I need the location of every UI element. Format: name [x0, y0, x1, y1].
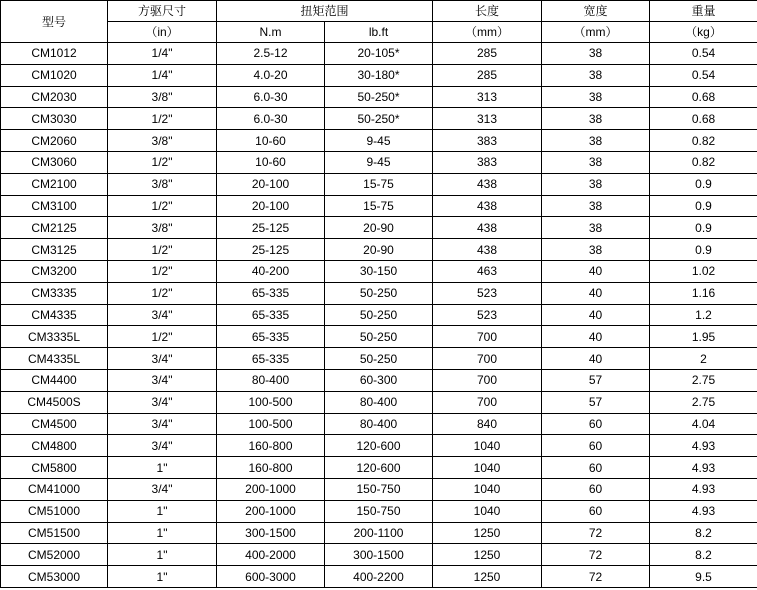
cell-width: 40 — [542, 304, 650, 326]
cell-drive: 1/2" — [108, 195, 217, 217]
cell-weight: 4.04 — [650, 413, 757, 435]
table-row — [1, 544, 757, 566]
cell-model: CM1020 — [1, 64, 108, 86]
table-row — [1, 239, 757, 261]
cell-weight: 8.2 — [650, 544, 757, 566]
cell-length: 700 — [433, 348, 542, 370]
cell-model: CM4400 — [1, 369, 108, 391]
cell-width: 60 — [542, 500, 650, 522]
table-row — [1, 195, 757, 217]
table-row — [1, 500, 757, 522]
cell-drive: 1" — [108, 457, 217, 479]
cell-length: 1040 — [433, 500, 542, 522]
cell-torque-nm: 2.5-12 — [217, 43, 325, 65]
cell-weight: 2.75 — [650, 391, 757, 413]
cell-model: CM2125 — [1, 217, 108, 239]
cell-length: 383 — [433, 130, 542, 152]
cell-weight: 8.2 — [650, 522, 757, 544]
cell-length: 463 — [433, 260, 542, 282]
cell-torque-nm: 10-60 — [217, 151, 325, 173]
table-row — [1, 391, 757, 413]
cell-drive: 1" — [108, 566, 217, 588]
cell-length: 285 — [433, 43, 542, 65]
cell-length: 1040 — [433, 435, 542, 457]
cell-torque-lbft: 120-600 — [325, 457, 433, 479]
cell-width: 38 — [542, 64, 650, 86]
cell-length: 523 — [433, 282, 542, 304]
header-width-unit: （mm） — [542, 22, 650, 43]
cell-width: 60 — [542, 435, 650, 457]
table-row — [1, 282, 757, 304]
cell-torque-lbft: 150-750 — [325, 500, 433, 522]
cell-width: 72 — [542, 522, 650, 544]
table-row — [1, 151, 757, 173]
cell-torque-nm: 4.0-20 — [217, 64, 325, 86]
table-row — [1, 64, 757, 86]
cell-torque-lbft: 120-600 — [325, 435, 433, 457]
cell-model: CM3030 — [1, 108, 108, 130]
cell-torque-lbft: 30-150 — [325, 260, 433, 282]
cell-model: CM2060 — [1, 130, 108, 152]
cell-length: 1250 — [433, 522, 542, 544]
cell-width: 38 — [542, 151, 650, 173]
cell-weight: 0.82 — [650, 151, 757, 173]
header-torque-nm: N.m — [217, 22, 325, 43]
cell-model: CM2100 — [1, 173, 108, 195]
table-row — [1, 566, 757, 588]
table-row — [1, 457, 757, 479]
cell-torque-nm: 160-800 — [217, 435, 325, 457]
cell-drive: 1/2" — [108, 326, 217, 348]
cell-width: 38 — [542, 173, 650, 195]
cell-width: 38 — [542, 43, 650, 65]
cell-weight: 0.9 — [650, 195, 757, 217]
header-length-unit: （mm） — [433, 22, 542, 43]
cell-torque-nm: 6.0-30 — [217, 86, 325, 108]
cell-weight: 1.16 — [650, 282, 757, 304]
cell-torque-nm: 20-100 — [217, 195, 325, 217]
cell-width: 38 — [542, 217, 650, 239]
cell-weight: 1.02 — [650, 260, 757, 282]
cell-torque-nm: 200-1000 — [217, 500, 325, 522]
cell-length: 1040 — [433, 457, 542, 479]
table-row — [1, 173, 757, 195]
cell-drive: 3/8" — [108, 130, 217, 152]
cell-model: CM3100 — [1, 195, 108, 217]
cell-drive: 1/2" — [108, 282, 217, 304]
cell-weight: 0.9 — [650, 217, 757, 239]
cell-model: CM4500 — [1, 413, 108, 435]
cell-width: 40 — [542, 282, 650, 304]
cell-model: CM4335L — [1, 348, 108, 370]
cell-drive: 1" — [108, 522, 217, 544]
cell-model: CM3335 — [1, 282, 108, 304]
table-row — [1, 522, 757, 544]
cell-torque-lbft: 50-250 — [325, 348, 433, 370]
cell-torque-nm: 300-1500 — [217, 522, 325, 544]
cell-torque-lbft: 60-300 — [325, 369, 433, 391]
cell-drive: 1/2" — [108, 108, 217, 130]
cell-drive: 3/4" — [108, 348, 217, 370]
cell-torque-lbft: 9-45 — [325, 130, 433, 152]
cell-drive: 3/8" — [108, 173, 217, 195]
cell-torque-lbft: 80-400 — [325, 391, 433, 413]
cell-drive: 3/4" — [108, 478, 217, 500]
cell-length: 285 — [433, 64, 542, 86]
header-torque-lbft: lb.ft — [325, 22, 433, 43]
cell-weight: 0.9 — [650, 239, 757, 261]
header-model: 型号 — [1, 1, 108, 43]
cell-length: 438 — [433, 195, 542, 217]
cell-weight: 9.5 — [650, 566, 757, 588]
cell-width: 57 — [542, 391, 650, 413]
cell-torque-lbft: 15-75 — [325, 173, 433, 195]
cell-drive: 3/8" — [108, 86, 217, 108]
cell-width: 38 — [542, 195, 650, 217]
cell-torque-lbft: 20-90 — [325, 217, 433, 239]
cell-torque-nm: 100-500 — [217, 413, 325, 435]
cell-model: CM3335L — [1, 326, 108, 348]
header-weight-unit: （kg） — [650, 22, 757, 43]
cell-width: 57 — [542, 369, 650, 391]
cell-torque-nm: 6.0-30 — [217, 108, 325, 130]
cell-torque-nm: 80-400 — [217, 369, 325, 391]
cell-drive: 1" — [108, 500, 217, 522]
cell-width: 40 — [542, 260, 650, 282]
cell-drive: 1" — [108, 544, 217, 566]
cell-drive: 1/4" — [108, 43, 217, 65]
table-row — [1, 348, 757, 370]
cell-length: 313 — [433, 108, 542, 130]
table-row — [1, 86, 757, 108]
cell-length: 1250 — [433, 544, 542, 566]
cell-length: 313 — [433, 86, 542, 108]
cell-torque-nm: 25-125 — [217, 239, 325, 261]
cell-weight: 4.93 — [650, 478, 757, 500]
cell-weight: 0.82 — [650, 130, 757, 152]
header-length: 长度 — [433, 1, 542, 22]
cell-torque-nm: 65-335 — [217, 282, 325, 304]
table-body — [1, 43, 757, 588]
cell-length: 523 — [433, 304, 542, 326]
cell-width: 60 — [542, 457, 650, 479]
cell-drive: 3/4" — [108, 304, 217, 326]
cell-drive: 1/2" — [108, 260, 217, 282]
table-row — [1, 435, 757, 457]
cell-drive: 3/8" — [108, 217, 217, 239]
cell-model: CM1012 — [1, 43, 108, 65]
cell-torque-nm: 25-125 — [217, 217, 325, 239]
cell-torque-lbft: 50-250* — [325, 86, 433, 108]
cell-length: 1250 — [433, 566, 542, 588]
table-row — [1, 369, 757, 391]
cell-model: CM51000 — [1, 500, 108, 522]
cell-model: CM41000 — [1, 478, 108, 500]
cell-weight: 1.95 — [650, 326, 757, 348]
cell-width: 60 — [542, 413, 650, 435]
header-drive: 方驱尺寸 — [108, 1, 217, 22]
cell-torque-lbft: 300-1500 — [325, 544, 433, 566]
cell-weight: 0.68 — [650, 108, 757, 130]
cell-weight: 2.75 — [650, 369, 757, 391]
cell-drive: 3/4" — [108, 413, 217, 435]
cell-model: CM3125 — [1, 239, 108, 261]
table-row — [1, 304, 757, 326]
cell-width: 38 — [542, 239, 650, 261]
cell-torque-nm: 400-2000 — [217, 544, 325, 566]
cell-drive: 1/2" — [108, 151, 217, 173]
cell-weight: 4.93 — [650, 500, 757, 522]
cell-torque-lbft: 50-250 — [325, 282, 433, 304]
table-row — [1, 108, 757, 130]
cell-torque-lbft: 150-750 — [325, 478, 433, 500]
cell-weight: 2 — [650, 348, 757, 370]
cell-weight: 4.93 — [650, 457, 757, 479]
cell-torque-nm: 65-335 — [217, 326, 325, 348]
table-header — [1, 1, 757, 43]
cell-torque-lbft: 50-250 — [325, 326, 433, 348]
cell-torque-nm: 40-200 — [217, 260, 325, 282]
cell-torque-lbft: 80-400 — [325, 413, 433, 435]
cell-torque-nm: 100-500 — [217, 391, 325, 413]
cell-width: 72 — [542, 544, 650, 566]
cell-torque-nm: 600-3000 — [217, 566, 325, 588]
cell-drive: 1/2" — [108, 239, 217, 261]
cell-drive: 3/4" — [108, 435, 217, 457]
cell-width: 40 — [542, 326, 650, 348]
cell-weight: 4.93 — [650, 435, 757, 457]
cell-length: 700 — [433, 391, 542, 413]
cell-length: 1040 — [433, 478, 542, 500]
cell-drive: 3/4" — [108, 391, 217, 413]
cell-torque-lbft: 20-90 — [325, 239, 433, 261]
cell-length: 438 — [433, 173, 542, 195]
cell-model: CM52000 — [1, 544, 108, 566]
cell-weight: 0.68 — [650, 86, 757, 108]
cell-torque-nm: 200-1000 — [217, 478, 325, 500]
cell-length: 700 — [433, 326, 542, 348]
cell-width: 60 — [542, 478, 650, 500]
table-row — [1, 43, 757, 65]
table-row — [1, 326, 757, 348]
table-row — [1, 130, 757, 152]
cell-model: CM5800 — [1, 457, 108, 479]
table-row — [1, 413, 757, 435]
cell-torque-lbft: 9-45 — [325, 151, 433, 173]
cell-model: CM3200 — [1, 260, 108, 282]
cell-model: CM4500S — [1, 391, 108, 413]
cell-torque-lbft: 30-180* — [325, 64, 433, 86]
cell-torque-nm: 20-100 — [217, 173, 325, 195]
cell-torque-lbft: 20-105* — [325, 43, 433, 65]
cell-width: 38 — [542, 130, 650, 152]
table-row — [1, 478, 757, 500]
cell-drive: 3/4" — [108, 369, 217, 391]
cell-weight: 0.9 — [650, 173, 757, 195]
cell-weight: 1.2 — [650, 304, 757, 326]
cell-width: 40 — [542, 348, 650, 370]
cell-torque-lbft: 200-1100 — [325, 522, 433, 544]
cell-model: CM2030 — [1, 86, 108, 108]
cell-torque-lbft: 50-250* — [325, 108, 433, 130]
cell-weight: 0.54 — [650, 64, 757, 86]
cell-drive: 1/4" — [108, 64, 217, 86]
cell-torque-nm: 65-335 — [217, 304, 325, 326]
cell-width: 72 — [542, 566, 650, 588]
cell-torque-lbft: 400-2200 — [325, 566, 433, 588]
cell-weight: 0.54 — [650, 43, 757, 65]
cell-width: 38 — [542, 86, 650, 108]
cell-torque-nm: 65-335 — [217, 348, 325, 370]
cell-model: CM4800 — [1, 435, 108, 457]
cell-length: 383 — [433, 151, 542, 173]
table-row — [1, 217, 757, 239]
header-torque: 扭矩范围 — [217, 1, 433, 22]
cell-torque-nm: 10-60 — [217, 130, 325, 152]
cell-torque-lbft: 50-250 — [325, 304, 433, 326]
cell-length: 700 — [433, 369, 542, 391]
cell-width: 38 — [542, 108, 650, 130]
cell-model: CM4335 — [1, 304, 108, 326]
table-row — [1, 260, 757, 282]
cell-length: 840 — [433, 413, 542, 435]
cell-length: 438 — [433, 239, 542, 261]
cell-torque-lbft: 15-75 — [325, 195, 433, 217]
cell-model: CM51500 — [1, 522, 108, 544]
header-weight: 重量 — [650, 1, 757, 22]
header-drive-unit: （in） — [108, 22, 217, 43]
cell-torque-nm: 160-800 — [217, 457, 325, 479]
header-width: 宽度 — [542, 1, 650, 22]
cell-model: CM53000 — [1, 566, 108, 588]
cell-length: 438 — [433, 217, 542, 239]
cell-model: CM3060 — [1, 151, 108, 173]
